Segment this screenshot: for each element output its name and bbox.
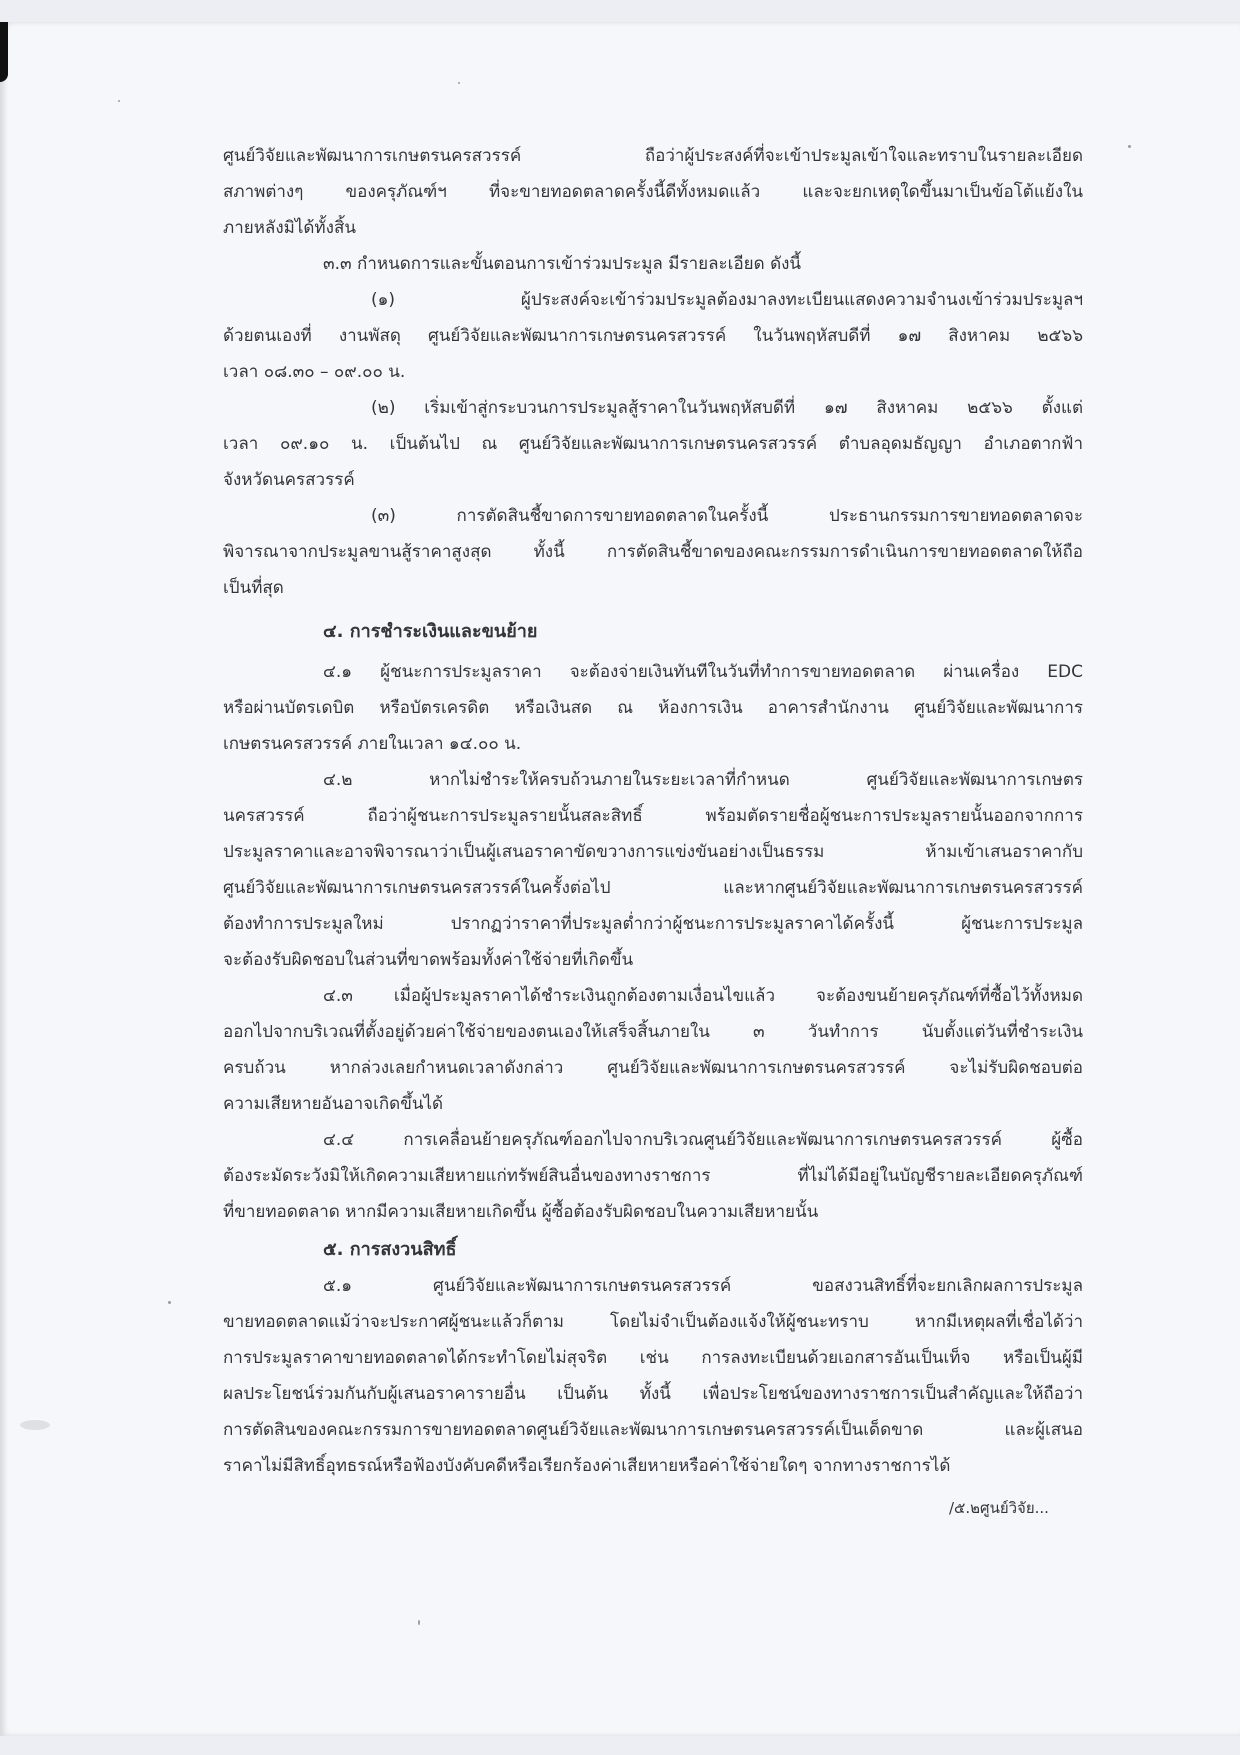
item-5-1-line-6: ราคาไม่มีสิทธิ์อุทธรณ์หรือฟ้องบังคับคดีหรือเรียกร้องค่าเสียหายหรือค่าใช้จ่ายใดๆ จากทางราชการได้	[223, 1456, 951, 1476]
item-4-3-line-4: ความเสียหายอันอาจเกิดขึ้นได้	[223, 1094, 444, 1114]
item-4-3-line-3: ครบถ้วน หากล่วงเลยกำหนดเวลาดังกล่าว ศูนย์วิจัยและพัฒนาการเกษตรนครสวรรค์ จะไม่รับผิดชอบต่อ	[223, 1058, 1083, 1078]
sub-item-3-line-3: เป็นที่สุด	[223, 578, 284, 598]
item-4-3-line-2: ออกไปจากบริเวณที่ตั้งอยู่ด้วยค่าใช้จ่ายของตนเองให้เสร็จสิ้นภายใน ๓ วันทำการ นับตั้งแต่วันที่ชำระเงิน	[223, 1022, 1083, 1042]
item-4-2-line-6: จะต้องรับผิดชอบในส่วนที่ขาดพร้อมทั้งค่าใช้จ่ายที่เกิดขึ้น	[223, 950, 634, 970]
scan-speck	[118, 100, 120, 102]
sub-item-2-line-3: จังหวัดนครสวรรค์	[223, 470, 355, 490]
item-4-2-line-3: ประมูลราคาและอาจพิจารณาว่าเป็นผู้เสนอราคาขัดขวางการแข่งขันอย่างเป็นธรรม ห้ามเข้าเสนอราคากับ	[223, 842, 1083, 862]
item-4-1-line-3: เกษตรนครสวรรค์ ภายในเวลา ๑๔.๐๐ น.	[223, 734, 522, 754]
sub-item-3-line-2: พิจารณาจากประมูลขานสู้ราคาสูงสุด ทั้งนี้ การตัดสินชี้ขาดของคณะกรรมการดำเนินการขายทอดตลาดให้ถือ	[223, 542, 1083, 562]
item-5-1-line-3: การประมูลราคาขายทอดตลาดได้กระทำโดยไม่สุจริต เช่น การลงทะเบียนด้วยเอกสารอันเป็นเท็จ หรือเป็นผู้มี	[223, 1348, 1083, 1368]
sub-item-3-line-1: (๓) การตัดสินชี้ขาดการขายทอดตลาดในครั้งนี้ ประธานกรรมการขายทอดตลาดจะ	[371, 506, 1083, 526]
item-4-2-line-5: ต้องทำการประมูลใหม่ ปรากฏว่าราคาที่ประมูลต่ำกว่าผู้ชนะการประมูลราคาได้ครั้งนี้ ผู้ชนะการประมูล	[223, 914, 1083, 934]
item-4-4-line-3: ที่ขายทอดตลาด หากมีความเสียหายเกิดขึ้น ผู้ซื้อต้องรับผิดชอบในความเสียหายนั้น	[223, 1202, 819, 1222]
scan-speck	[458, 82, 460, 84]
item-4-4-line-2: ต้องระมัดระวังมิให้เกิดความเสียหายแก่ทรัพย์สินอื่นของทางราชการ ที่ไม่ได้มีอยู่ในบัญชีรายละเอียดครุภัณฑ์	[223, 1166, 1083, 1186]
item-5-1-line-2: ขายทอดตลาดแม้ว่าจะประกาศผู้ชนะแล้วก็ตาม โดยไม่จำเป็นต้องแจ้งให้ผู้ชนะทราบ หากมีเหตุผลที่เชื่อได้ว่า	[223, 1312, 1083, 1332]
scan-speck	[20, 1420, 50, 1430]
sub-item-2-line-1: (๒) เริ่มเข้าสู่กระบวนการประมูลสู้ราคาในวันพฤหัสบดีที่ ๑๗ สิงหาคม ๒๕๖๖ ตั้งแต่	[371, 398, 1083, 418]
item-4-4-line-1: ๔.๔ การเคลื่อนย้ายครุภัณฑ์ออกไปจากบริเวณศูนย์วิจัยและพัฒนาการเกษตรนครสวรรค์ ผู้ซื้อ	[323, 1130, 1083, 1150]
item-5-1-line-5: การตัดสินของคณะกรรมการขายทอดตลาดศูนย์วิจัยและพัฒนาการเกษตรนครสวรรค์เป็นเด็ดขาด และผู้เสนอ	[223, 1420, 1083, 1440]
intro-line-1: ศูนย์วิจัยและพัฒนาการเกษตรนครสวรรค์ ถือว่าผู้ประสงค์ที่จะเข้าประมูลเข้าใจและทราบในรายละเอียด	[223, 146, 1083, 166]
continuation-reference: /๕.๒ศูนย์วิจัย...	[949, 1499, 1049, 1517]
sub-item-2-line-2: เวลา ๐๙.๑๐ น. เป็นต้นไป ณ ศูนย์วิจัยและพัฒนาการเกษตรนครสวรรค์ ตำบลอุดมธัญญา อำเภอตากฟ้า	[223, 434, 1083, 454]
sub-item-1-line-1: (๑) ผู้ประสงค์จะเข้าร่วมประมูลต้องมาลงทะเบียนแสดงความจำนงเข้าร่วมประมูลฯ	[371, 290, 1083, 310]
item-4-2-line-1: ๔.๒ หากไม่ชำระให้ครบถ้วนภายในระยะเวลาที่กำหนด ศูนย์วิจัยและพัฒนาการเกษตร	[323, 770, 1083, 790]
scan-speck	[1128, 145, 1131, 148]
item-5-1-line-4: ผลประโยชน์ร่วมกันกับผู้เสนอราคารายอื่น เป็นต้น ทั้งนี้ เพื่อประโยชน์ของทางราชการเป็นสำคัญและให้ถือว่า	[223, 1384, 1083, 1404]
sub-item-1-line-2: ด้วยตนเองที่ งานพัสดุ ศูนย์วิจัยและพัฒนาการเกษตรนครสวรรค์ ในวันพฤหัสบดีที่ ๑๗ สิงหาคม ๒๕๖๖	[223, 326, 1083, 346]
item-4-2-line-2: นครสวรรค์ ถือว่าผู้ชนะการประมูลรายนั้นสละสิทธิ์ พร้อมตัดรายชื่อผู้ชนะการประมูลรายนั้นออกจากการ	[223, 806, 1083, 826]
intro-line-3: ภายหลังมิได้ทั้งสิ้น	[223, 218, 356, 238]
item-4-1-line-2: หรือผ่านบัตรเดบิต หรือบัตรเครดิต หรือเงินสด ณ ห้องการเงิน อาคารสำนักงาน ศูนย์วิจัยและพัฒนาการ	[223, 698, 1083, 718]
item-4-3-line-1: ๔.๓ เมื่อผู้ประมูลราคาได้ชำระเงินถูกต้องตามเงื่อนไขแล้ว จะต้องขนย้ายครุภัณฑ์ที่ซื้อไว้ทั้งหมด	[323, 986, 1083, 1006]
item-3-3-title: ๓.๓ กำหนดการและขั้นตอนการเข้าร่วมประมูล มีรายละเอียด ดังนี้	[323, 254, 802, 274]
section-5-heading: ๕. การสงวนสิทธิ์	[323, 1239, 457, 1260]
item-4-2-line-4: ศูนย์วิจัยและพัฒนาการเกษตรนครสวรรค์ในครั้งต่อไป และหากศูนย์วิจัยและพัฒนาการเกษตรนครสวรรค์	[223, 878, 1083, 898]
item-4-1-line-1: ๔.๑ ผู้ชนะการประมูลราคา จะต้องจ่ายเงินทันทีในวันที่ทำการขายทอดตลาด ผ่านเครื่อง EDC	[323, 662, 1083, 682]
item-5-1-line-1: ๕.๑ ศูนย์วิจัยและพัฒนาการเกษตรนครสวรรค์ ขอสงวนสิทธิ์ที่จะยกเลิกผลการประมูล	[323, 1276, 1083, 1296]
section-4-heading: ๔. การชำระเงินและขนย้าย	[323, 621, 538, 642]
intro-line-2: สภาพต่างๆ ของครุภัณฑ์ฯ ที่จะขายทอดตลาดครั้งนี้ดีทั้งหมดแล้ว และจะยกเหตุใดขึ้นมาเป็นข้อโต้แย้งใน	[223, 182, 1083, 202]
scan-speck	[168, 1301, 171, 1304]
scan-speck	[418, 1620, 420, 1625]
sub-item-1-line-3: เวลา ๐๘.๓๐ – ๐๙.๐๐ น.	[223, 362, 406, 382]
scan-edge-shadow	[0, 22, 8, 82]
